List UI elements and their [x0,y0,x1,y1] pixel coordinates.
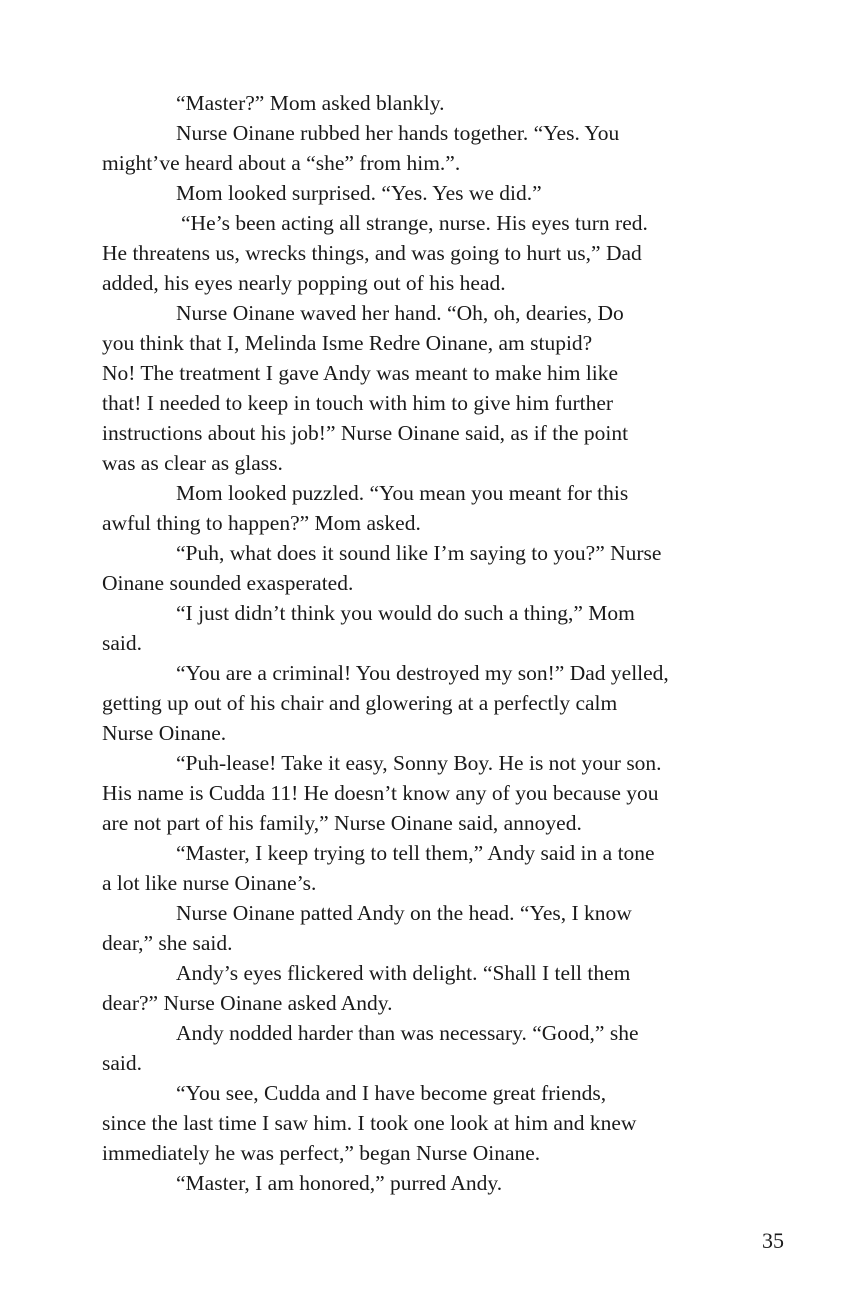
text-line: “Puh, what does it sound like I’m saying to you?” Nurse [176,541,662,565]
text-line: instructions about his job!” Nurse Oinane said, as if the point [102,421,629,445]
text-line: “Master, I am honored,” purred Andy. [176,1171,503,1195]
text-line: “Master?” Mom asked blankly. [176,91,445,115]
text-line: Mom looked puzzled. “You mean you meant for this [176,481,629,505]
text-line: “You are a criminal! You destroyed my son!” Dad yelled, [176,661,669,685]
text-line: “You see, Cudda and I have become great friends, [176,1081,607,1105]
text-line: His name is Cudda 11! He doesn’t know any of you because you [102,781,659,805]
text-line: added, his eyes nearly popping out of his head. [102,271,506,295]
text-line: dear?” Nurse Oinane asked Andy. [102,991,393,1015]
text-line: are not part of his family,” Nurse Oinane said, annoyed. [102,811,582,835]
text-line: Nurse Oinane rubbed her hands together. “Yes. You [176,121,620,145]
text-line: “Master, I keep trying to tell them,” Andy said in a tone [176,841,655,865]
page-number: 35 [762,1228,784,1253]
text-line: “He’s been acting all strange, nurse. His eyes turn red. [181,211,648,235]
text-line: might’ve heard about a “she” from him.”. [102,151,461,175]
text-line: Oinane sounded exasperated. [102,571,354,595]
text-line: “Puh-lease! Take it easy, Sonny Boy. He is not your son. [176,751,662,775]
text-line: getting up out of his chair and glowering at a perfectly calm [102,691,618,715]
text-line: Mom looked surprised. “Yes. Yes we did.” [176,181,542,205]
text-line: was as clear as glass. [102,451,283,475]
text-line: He threatens us, wrecks things, and was going to hurt us,” Dad [102,241,642,265]
text-line: said. [102,1051,143,1075]
text-line: you think that I, Melinda Isme Redre Oinane, am stupid? [102,331,593,355]
text-line: dear,” she said. [102,931,233,955]
text-line: immediately he was perfect,” began Nurse Oinane. [102,1141,541,1165]
text-line: awful thing to happen?” Mom asked. [102,511,421,535]
text-line: “I just didn’t think you would do such a thing,” Mom [176,601,635,625]
text-line: that! I needed to keep in touch with him to give him further [102,391,614,415]
text-line: said. [102,631,143,655]
text-line: Andy nodded harder than was necessary. “Good,” she [176,1021,639,1045]
text-line: a lot like nurse Oinane’s. [102,871,317,895]
body-text [102,88,762,1198]
text-line: since the last time I saw him. I took one look at him and knew [102,1111,637,1135]
text-line: Nurse Oinane patted Andy on the head. “Yes, I know [176,901,632,925]
text-line: Nurse Oinane waved her hand. “Oh, oh, dearies, Do [176,301,624,325]
text-line: No! The treatment I gave Andy was meant to make him like [102,361,619,385]
text-line: Andy’s eyes flickered with delight. “Shall I tell them [176,961,631,985]
text-line: Nurse Oinane. [102,721,227,745]
